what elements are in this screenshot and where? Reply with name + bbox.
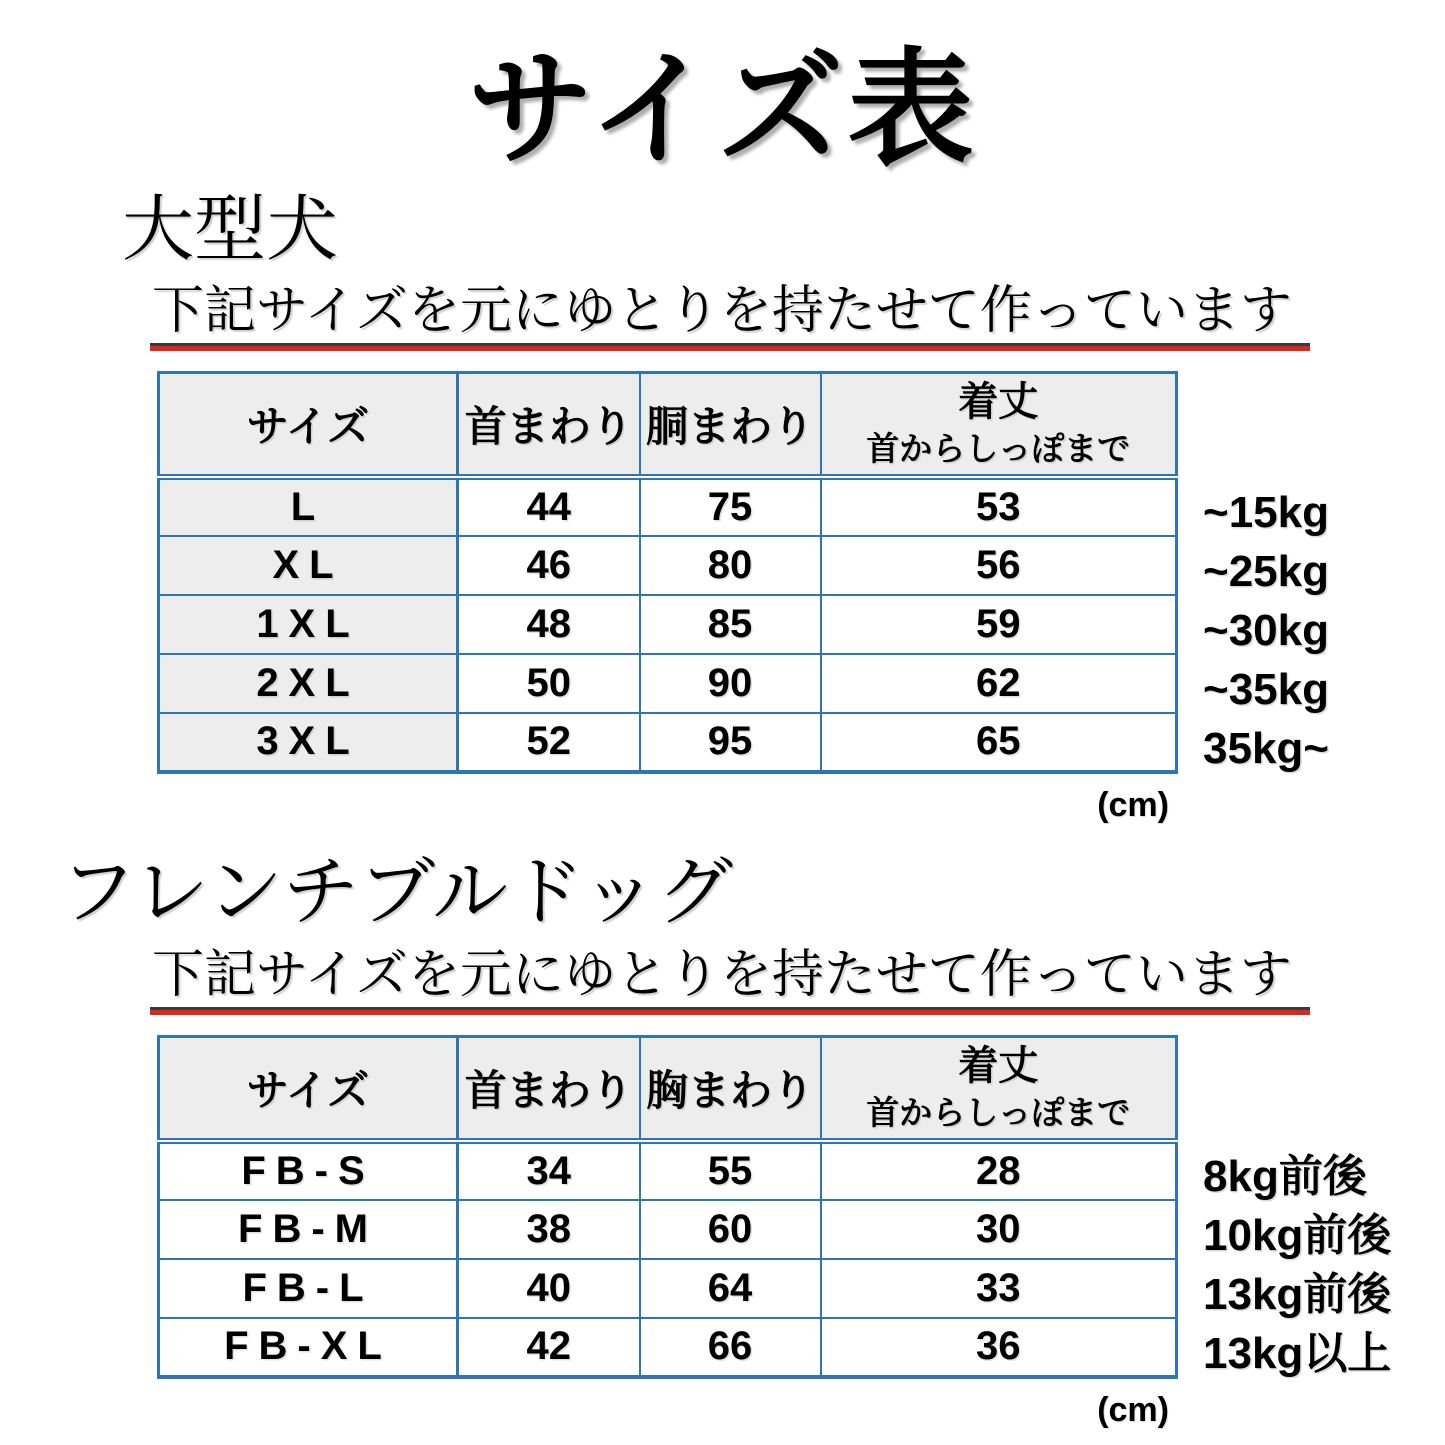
size-table-large-dogs: [157, 371, 1178, 774]
header-neck: 首まわり: [458, 373, 640, 477]
cell-length: 65: [821, 713, 1177, 772]
table-row: [159, 1318, 1177, 1377]
cell-length: 28: [821, 1141, 1177, 1200]
cell-length: 56: [821, 536, 1177, 595]
table-row: [159, 1200, 1177, 1259]
unit-note-cm: (cm): [1097, 1390, 1169, 1429]
table-block-large-dogs: [157, 371, 1329, 825]
cell-size: XL: [159, 536, 458, 595]
header-length-sub: 首からしっぽまで: [866, 1094, 1131, 1132]
cell-girth: 95: [640, 713, 821, 772]
section-large-dogs: [0, 189, 1445, 825]
cell-length: 33: [821, 1259, 1177, 1318]
table-row: [159, 536, 1177, 595]
cell-neck: 42: [458, 1318, 640, 1377]
unit-note-cm: (cm): [1097, 785, 1169, 824]
weight-label: 13kg前後: [1203, 1270, 1392, 1320]
page-title: サイズ表: [467, 39, 978, 180]
cell-neck: 46: [458, 536, 640, 595]
header-length: [821, 373, 1177, 477]
cell-size: 3XL: [159, 713, 458, 772]
cell-neck: 34: [458, 1141, 640, 1200]
cell-girth: 85: [640, 595, 821, 654]
subtitle-underline-red: [150, 1010, 1310, 1015]
subtitle-underline-red: [150, 346, 1310, 351]
cell-size: FB-S: [159, 1141, 458, 1200]
cell-length: 36: [821, 1318, 1177, 1377]
cell-girth: 90: [640, 654, 821, 713]
table-row: [159, 1259, 1177, 1318]
weight-label: 8kg前後: [1203, 1152, 1367, 1202]
cell-size: FB-M: [159, 1200, 458, 1259]
subtitle-block-large-dogs: [150, 282, 1310, 351]
cell-chest: 66: [640, 1318, 821, 1377]
table-row: [159, 713, 1177, 772]
subtitle-text: 下記サイズを元にゆとりを持たせて作っています: [152, 281, 1292, 340]
cell-size: FB-XL: [159, 1318, 458, 1377]
section-heading-large-dogs: 大型犬: [122, 190, 339, 271]
cell-chest: 64: [640, 1259, 821, 1318]
cell-neck: 48: [458, 595, 640, 654]
cell-length: 30: [821, 1200, 1177, 1259]
cell-size: 1XL: [159, 595, 458, 654]
size-table-french-bulldog: [157, 1035, 1178, 1379]
weight-label: ~35kg: [1203, 665, 1329, 715]
cell-neck: 50: [458, 654, 640, 713]
weight-label: 13kg以上: [1203, 1329, 1392, 1379]
cell-girth: 75: [640, 477, 821, 536]
table-block-french-bulldog: [157, 1035, 1392, 1430]
weight-label: 35kg~: [1203, 724, 1329, 774]
weight-label: ~15kg: [1203, 488, 1329, 538]
cell-length: 59: [821, 595, 1177, 654]
header-length: [821, 1037, 1177, 1141]
cell-length: 62: [821, 654, 1177, 713]
section-french-bulldog: [0, 849, 1445, 1430]
cell-size: 2XL: [159, 654, 458, 713]
header-girth: 胴まわり: [640, 373, 821, 477]
weight-label: 10kg前後: [1203, 1211, 1392, 1261]
header-size: サイズ: [159, 1037, 458, 1141]
header-length-title: 着丈: [958, 1044, 1039, 1089]
header-chest: 胸まわり: [640, 1037, 821, 1141]
cell-neck: 44: [458, 477, 640, 536]
cell-neck: 40: [458, 1259, 640, 1318]
cell-chest: 60: [640, 1200, 821, 1259]
table-row: [159, 595, 1177, 654]
cell-size: L: [159, 477, 458, 536]
header-length-sub: 首からしっぽまで: [866, 430, 1131, 468]
table-row: [159, 477, 1177, 536]
cell-neck: 52: [458, 713, 640, 772]
table-row: [159, 654, 1177, 713]
header-row: [159, 373, 1177, 477]
cell-size: FB-L: [159, 1259, 458, 1318]
header-neck: 首まわり: [458, 1037, 640, 1141]
cell-length: 53: [821, 477, 1177, 536]
cell-neck: 38: [458, 1200, 640, 1259]
cell-girth: 80: [640, 536, 821, 595]
header-row: [159, 1037, 1177, 1141]
table-row: [159, 1141, 1177, 1200]
section-heading-french-bulldog: フレンチブルドッグ: [60, 849, 733, 935]
subtitle-block-french-bulldog: [150, 946, 1310, 1015]
subtitle-text: 下記サイズを元にゆとりを持たせて作っています: [152, 946, 1292, 1005]
weight-label: ~25kg: [1203, 547, 1329, 597]
cell-chest: 55: [640, 1141, 821, 1200]
header-size: サイズ: [159, 373, 458, 477]
header-length-title: 着丈: [958, 380, 1039, 425]
weight-label: ~30kg: [1203, 606, 1329, 656]
